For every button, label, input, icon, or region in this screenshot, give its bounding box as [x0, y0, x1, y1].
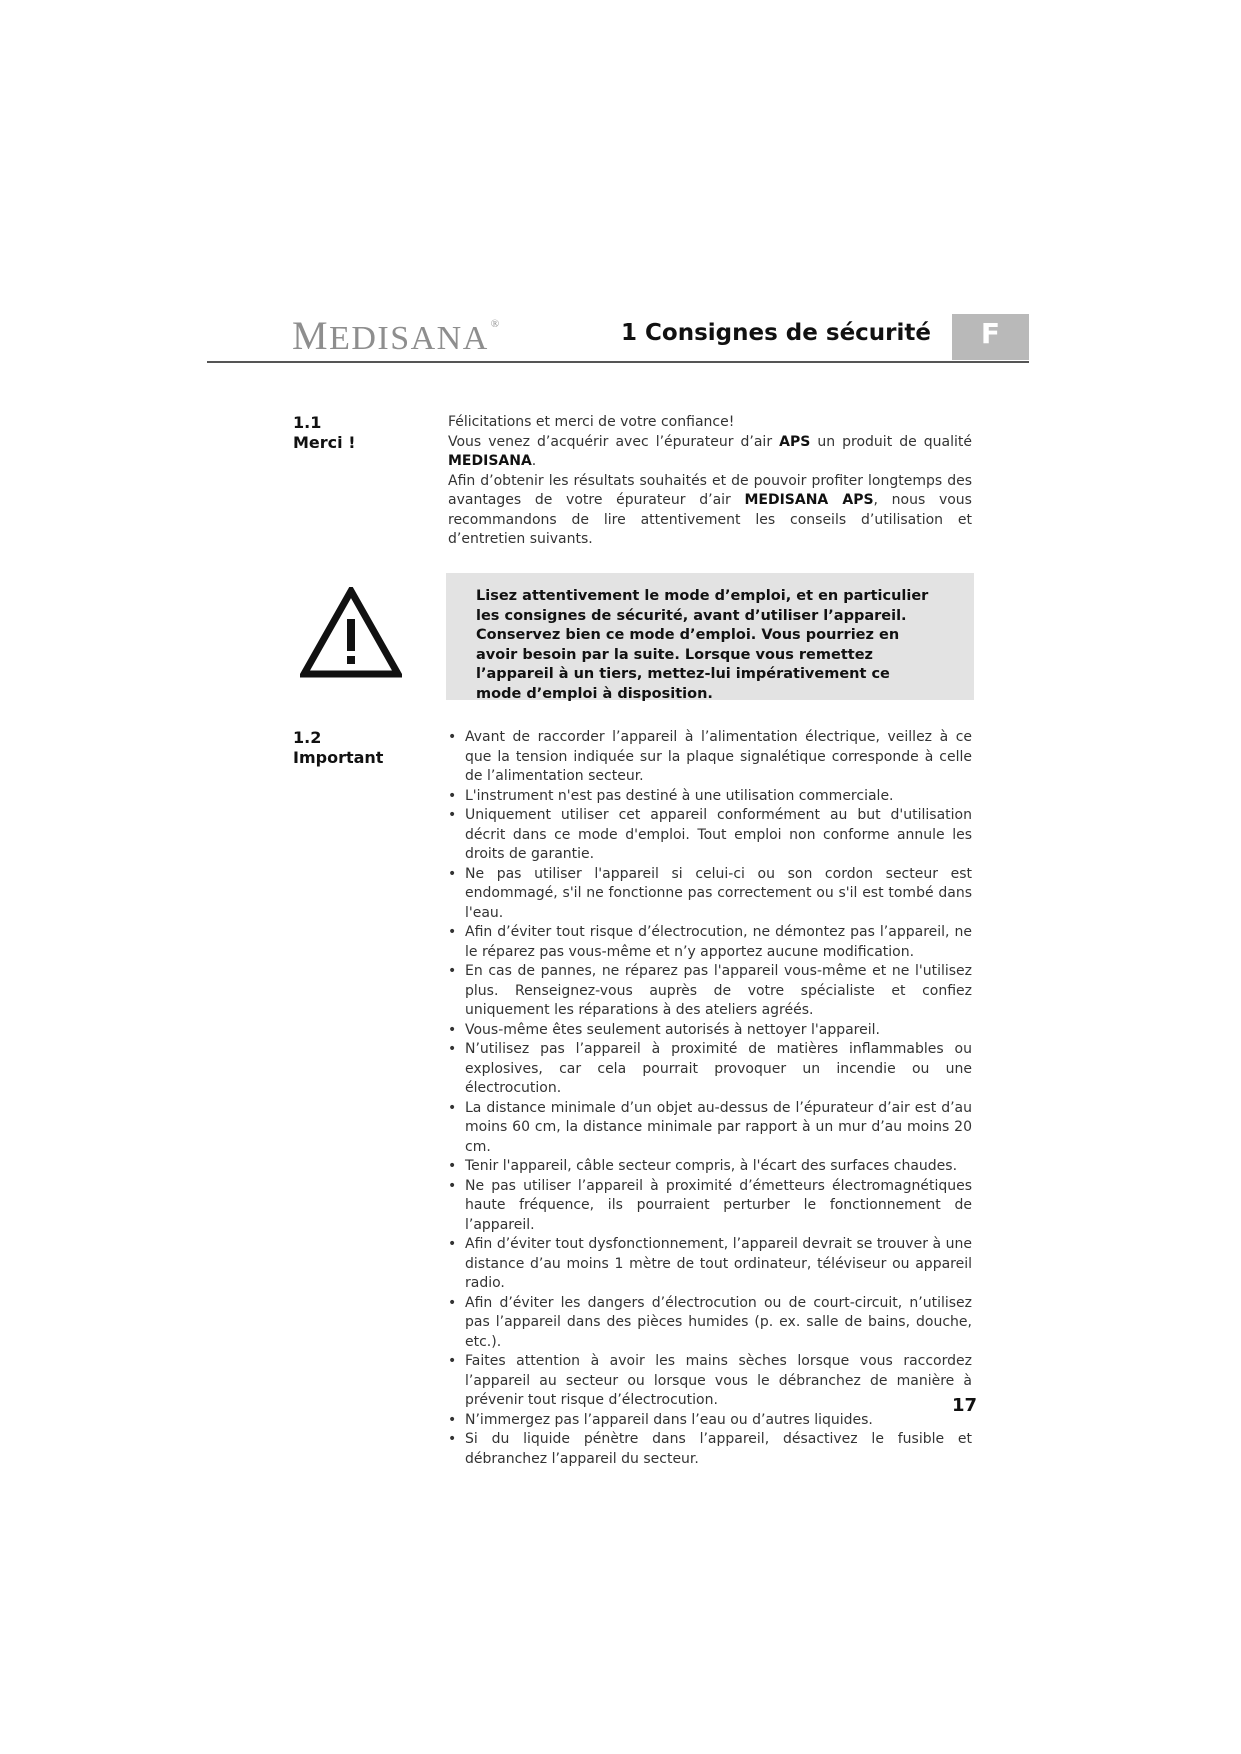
thanks-line: Félicitations et merci de votre confiance!	[448, 414, 735, 430]
text-run: Vous venez d’acquérir avec l’épurateur d’air	[448, 433, 780, 450]
section-1-2-heading	[293, 728, 383, 768]
recommendation-paragraph	[448, 472, 972, 550]
intro-paragraph	[448, 433, 972, 472]
safety-list-item: • Ne pas utiliser l’appareil à proximité d’émetteurs électromagnétiques haute fréquence, ils pourraient perturber le fonctionnement de l’appareil.	[448, 1177, 972, 1236]
section-title: Important	[293, 748, 384, 767]
safety-list-item: • Avant de raccorder l’appareil à l’alimentation électrique, veillez à ce que la tension indiquée sur la plaque signalétique corresponde à celle de l’alimentation secteur.	[448, 728, 972, 787]
header-divider	[207, 361, 1029, 363]
safety-list-item: • Afin d’éviter tout risque d’électrocution, ne démontez pas l’appareil, ne le réparez pas vous-même et n’y apportez aucune modification.	[448, 923, 972, 962]
logo-initial: M	[292, 313, 330, 358]
safety-list-item: • Ne pas utiliser l'appareil si celui-ci ou son cordon secteur est endommagé, s'il ne fonctionne pas correctement ou s'il est tombé dans l'eau.	[448, 865, 972, 924]
logo-rest: EDISANA	[329, 320, 489, 357]
language-tab: F	[952, 314, 1029, 360]
safety-list-item: • Si du liquide pénètre dans l’appareil, désactivez le fusible et débranchez l’appareil du secteur.	[448, 1430, 972, 1469]
warning-triangle-icon	[300, 587, 402, 678]
section-1-1-body	[448, 413, 972, 550]
safety-list-item: • Afin d’éviter les dangers d’électrocution ou de court-circuit, n’utilisez pas l’appareil dans des pièces humides (p. ex. salle de bains, douche, etc.).	[448, 1294, 972, 1353]
warning-text: Lisez attentivement le mode d’emploi, et en particulier les consignes de sécurité, avant d’utiliser l’appareil. Conservez bien ce mode d’emploi. Vous pourriez en avoir besoin par la suite. Lorsque vous remettez l’appareil à un tiers, mettez-lui impérativement ce mode d’emploi à disposition.	[476, 588, 929, 702]
registered-mark: ®	[490, 318, 501, 330]
safety-list-item: • Vous-même êtes seulement autorisés à nettoyer l'appareil.	[448, 1021, 972, 1041]
brand-name: MEDISANA	[448, 453, 532, 469]
product-name: APS	[779, 433, 811, 450]
safety-list-item: • Afin d’éviter tout dysfonctionnement, l’appareil devrait se trouver à une distance d’au moins 1 mètre de tout ordinateur, téléviseur ou appareil radio.	[448, 1235, 972, 1294]
warning-box	[446, 573, 974, 700]
safety-list-item: • L'instrument n'est pas destiné à une utilisation commerciale.	[448, 787, 972, 807]
text-run: Afin d’obtenir les résultats souhaités et de pouvoir profiter longtemps des avantages de votre épurateur d’air	[448, 472, 972, 508]
page-number: 17	[952, 1395, 978, 1416]
brand-logo	[292, 312, 499, 359]
safety-list-item: • Faites attention à avoir les mains sèches lorsque vous raccordez l’appareil au secteur ou lorsque vous le débranchez de manière à prévenir tout risque d’électrocution.	[448, 1352, 972, 1411]
section-number: 1.1	[293, 413, 322, 432]
section-title: Merci !	[293, 433, 356, 452]
section-1-1-heading	[293, 413, 356, 453]
safety-list-item: • N’immergez pas l’appareil dans l’eau ou d’autres liquides.	[448, 1411, 972, 1431]
section-1-2-body	[448, 728, 972, 1469]
section-number: 1.2	[293, 728, 322, 747]
safety-list	[448, 728, 972, 1469]
safety-list-item: • Tenir l'appareil, câble secteur compris, à l'écart des surfaces chaudes.	[448, 1157, 972, 1177]
text-run: .	[531, 453, 537, 469]
safety-list-item: • En cas de pannes, ne réparez pas l'appareil vous-même et ne l'utilisez plus. Renseignez-vous auprès de votre spécialiste et confiez uniquement les réparations à des ateliers agréés.	[448, 962, 972, 1021]
safety-list-item: • N’utilisez pas l’appareil à proximité de matières inflammables ou explosives, car cela pourrait provoquer un incendie ou une électrocution.	[448, 1040, 972, 1099]
safety-list-item: • La distance minimale d’un objet au-dessus de l’épurateur d’air est d’au moins 60 cm, la distance minimale par rapport à un mur d’au moins 20 cm.	[448, 1099, 972, 1158]
chapter-title: 1 Consignes de sécurité	[621, 320, 931, 346]
safety-list-item: • Uniquement utiliser cet appareil conformément au but d'utilisation décrit dans ce mode d'emploi. Tout emploi non conforme annule les droits de garantie.	[448, 806, 972, 865]
text-run: un produit de qualité	[810, 433, 972, 450]
text-run: , nous vous recommandons de lire attentivement les conseils d’utilisation et d’entretien suivants.	[448, 492, 972, 547]
product-name: MEDISANA APS	[744, 492, 874, 508]
